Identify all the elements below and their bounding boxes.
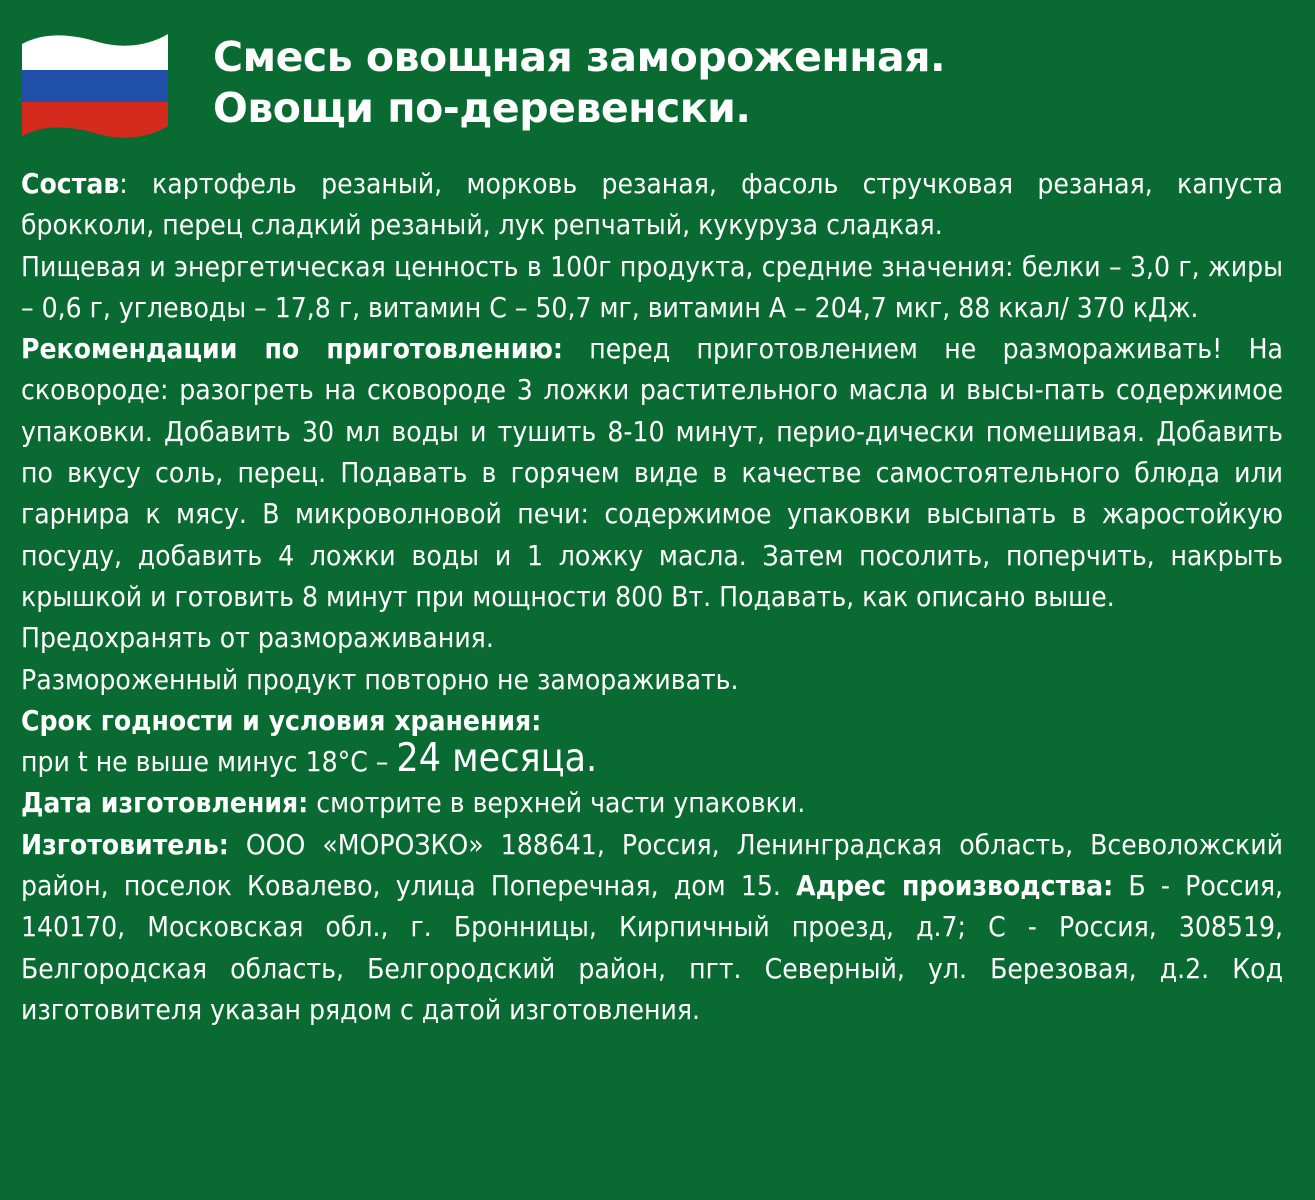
- composition-label: Состав: [21, 167, 120, 200]
- composition-text: : картофель резаный, морковь резаная, фасоль стручковая резаная, капуста брокколи, перец сладкий резаный, лук репчатый, кукуруза сладкая.: [21, 167, 1283, 242]
- product-title: [213, 32, 1293, 134]
- manufacturer-text: ООО «МОРОЗКО» 188641, Россия, Ленинградская область, Всеволожский район, поселок Ковалево, улица Поперечная, дом 15.: [21, 827, 1283, 903]
- preparation-paragraph: [21, 328, 1283, 617]
- shelf-life-label: Срок годности и условия хранения:: [21, 703, 542, 737]
- manufacture-date-label: Дата изготовления:: [21, 786, 309, 820]
- russian-flag-icon: [18, 30, 173, 140]
- preparation-label: Рекомендации по приготовлению:: [21, 332, 563, 366]
- label-text-block: [21, 163, 1283, 1030]
- flag-stripe-blue: [18, 70, 173, 104]
- flag-stripe-white: [18, 30, 173, 74]
- nutrition-text: Пищевая и энергетическая ценность в 100г продукта, средние значения: белки – 3,0 г, жиры – 0,6 г, углеводы – 17,8 г, витамин С – 50,7 мг, витамин А – 204,7 мкг, 88 ккал/ 370 кДж.: [21, 249, 1283, 324]
- shelf-life-label-line: [21, 700, 1283, 741]
- preparation-text: перед приготовлением не размораживать! На сковороде: разогреть на сковороде 3 ложки растительного масла и высы-пать содержимое упаковки. Добавить 30 мл воды и тушить 8-10 минут, перио-дически помешивая. Добавить по вкусу соль, перец. Подавать в горячем виде в качестве самостоятельного блюда или гарнира к мясу. В микроволновой печи: содержимое упаковки высыпать в жаростойкую посуду, добавить 4 ложки воды и 1 ложку масла. Затем посолить, поперчить, накрыть крышкой и готовить 8 минут при мощности 800 Вт. Подавать, как описано выше.: [21, 332, 1283, 613]
- manufacture-date-text: смотрите в верхней части упаковки.: [308, 786, 806, 820]
- warning-thaw: Предохранять от размораживания.: [21, 621, 494, 655]
- production-address-text: Б - Россия, 140170, Московская обл., г. Бронницы, Кирпичный проезд, д.7; С - Россия, 308519, Белгородская область, Белгородский район, пгт. Северный, ул. Березовая, д.2. Код изготовителя указан рядом с датой изготовления.: [21, 869, 1283, 1026]
- product-title-line-1: Смесь овощная замороженная.: [213, 33, 946, 81]
- manufacturer-paragraph: [21, 824, 1283, 1030]
- product-title-line-2: Овощи по-деревенски.: [213, 84, 751, 132]
- shelf-life-line: [21, 736, 1283, 782]
- nutrition-paragraph: [21, 246, 1283, 329]
- production-address-label: Адрес производства:: [796, 869, 1114, 903]
- composition-paragraph: [21, 163, 1283, 246]
- manufacturer-label: Изготовитель:: [21, 827, 229, 861]
- manufacture-date-paragraph: [21, 782, 1283, 823]
- storage-condition: при t не выше минус 18°С –: [21, 745, 397, 779]
- flag-stripe-red: [18, 102, 173, 140]
- warning-refreeze: Размороженный продукт повторно не замораживать.: [21, 662, 739, 696]
- header: [0, 0, 1315, 150]
- shelf-life-duration: 24 месяца.: [396, 736, 598, 782]
